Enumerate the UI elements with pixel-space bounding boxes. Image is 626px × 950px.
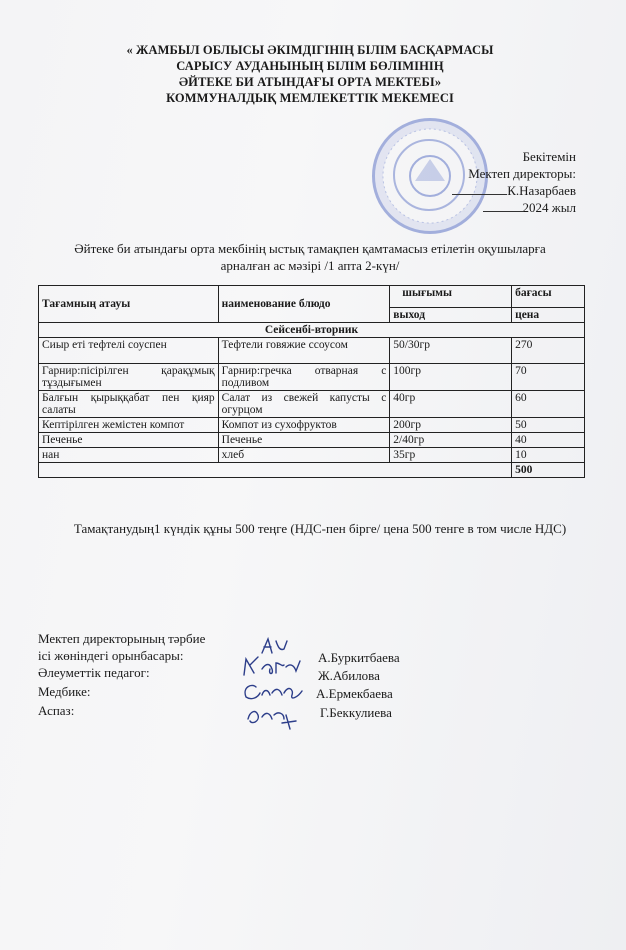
deputy-name: А.Буркитбаева	[318, 650, 400, 665]
header-price-kz: бағасы	[512, 286, 585, 308]
row-2-kz: Гарнир:пісірілген қарақұмық тұздығымен	[39, 364, 219, 391]
header-line-2: САРЫСУ АУДАНЫНЫҢ БІЛІМ БӨЛІМІНІҢ	[176, 59, 444, 73]
approval-date: 2024 жыл	[522, 200, 576, 215]
deputy-role	[38, 630, 205, 664]
row-5-ru: Печенье	[218, 433, 390, 448]
director-name: К.Назарбаев	[507, 183, 576, 198]
total-label-cell	[39, 463, 512, 478]
row-1-price: 270	[512, 338, 585, 364]
header-output-ru: выход	[390, 308, 512, 323]
row-4-output: 200гр	[390, 418, 512, 433]
row-3-output: 40гр	[390, 391, 512, 418]
header-output-kz: шығымы	[390, 286, 512, 308]
menu-title	[30, 240, 590, 274]
row-4-ru: Компот из сухофруктов	[218, 418, 390, 433]
header-dish-ru: наименование блюдо	[218, 286, 390, 323]
nurse-name: А.Ермекбаева	[316, 686, 393, 701]
date-line	[483, 211, 523, 212]
cook-name: Г.Беккулиева	[320, 705, 392, 720]
total-price: 500	[512, 463, 585, 478]
row-1-output: 50/30гр	[390, 338, 512, 364]
header-price-ru: цена	[512, 308, 585, 323]
row-3-ru: Салат из свежей капусты с огурцом	[218, 391, 390, 418]
deputy-role-line-2: ісі жөніндегі орынбасары:	[38, 648, 184, 663]
row-2-output: 100гр	[390, 364, 512, 391]
director-label: Мектеп директоры:	[468, 166, 576, 181]
day-row: Сейсенбі-вторник	[39, 323, 585, 338]
menu-table	[38, 285, 585, 478]
row-5-price: 40	[512, 433, 585, 448]
row-6-output: 35гр	[390, 448, 512, 463]
row-1-kz: Сиыр еті тефтелі соуспен	[39, 338, 219, 364]
handwritten-signatures	[232, 635, 312, 745]
document-header	[60, 42, 560, 106]
row-6-price: 10	[512, 448, 585, 463]
approval-block	[452, 148, 576, 216]
row-3-price: 60	[512, 391, 585, 418]
deputy-role-line-1: Мектеп директорының тәрбие	[38, 631, 206, 646]
row-6-kz: нан	[39, 448, 219, 463]
menu-title-line-1: Әйтеке би атындағы орта мекбінің ыстық тамақпен қамтамасыз етілетін оқушыларға	[74, 241, 546, 256]
menu-title-line-2: арналған ас мәзірі /1 апта 2-күн/	[220, 258, 400, 273]
row-4-kz: Кептірілген жемістен компот	[39, 418, 219, 433]
row-2-ru: Гарнир:гречка отварная с подливом	[218, 364, 390, 391]
cook-role: Аспаз:	[38, 703, 75, 718]
row-5-output: 2/40гр	[390, 433, 512, 448]
social-name: Ж.Абилова	[318, 668, 380, 683]
nurse-role: Медбике:	[38, 684, 91, 699]
approve-label: Бекітемін	[522, 149, 576, 164]
row-6-ru: хлеб	[218, 448, 390, 463]
row-3-kz: Балғын қырыққабат пен қияр салаты	[39, 391, 219, 418]
daily-cost-line: Тамақтанудың1 күндік құны 500 теңге (НДС-пен бірге/ цена 500 тенге в том числе НДС)	[73, 521, 567, 536]
header-line-3: ӘЙТЕКЕ БИ АТЫНДАҒЫ ОРТА МЕКТЕБІ»	[178, 75, 442, 89]
header-line-4: КОММУНАЛДЫҚ МЕМЛЕКЕТТІК МЕКЕМЕСІ	[166, 91, 454, 105]
director-signature	[452, 194, 507, 195]
row-1-ru: Тефтели говяжие ссоусом	[218, 338, 390, 364]
header-line-1: « ЖАМБЫЛ ОБЛЫСЫ ӘКІМДІГІНІҢ БІЛІМ БАСҚАРМАСЫ	[126, 43, 494, 57]
row-5-kz: Печенье	[39, 433, 219, 448]
header-dish-kz: Тағамның атауы	[39, 286, 219, 323]
social-role: Әлеуметтік педагог:	[38, 665, 150, 680]
row-2-price: 70	[512, 364, 585, 391]
row-4-price: 50	[512, 418, 585, 433]
